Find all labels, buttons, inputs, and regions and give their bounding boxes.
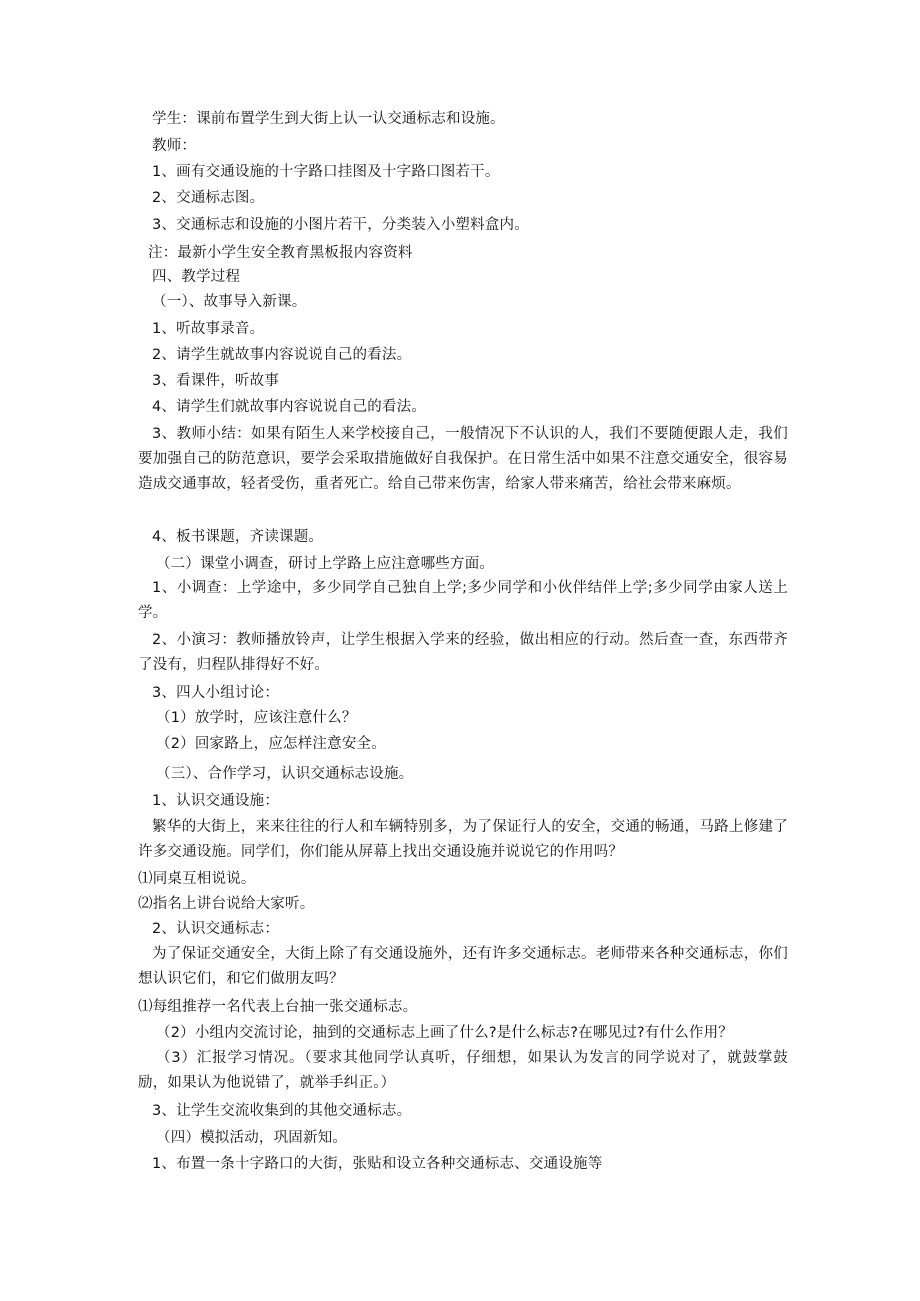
paragraph-busy-street: 繁华的大街上，来来往往的行人和车辆特别多，为了保证行人的安全，交通的畅通，马路上修建了许多交通设施。同学们，你们能从屏幕上找出交通设施并说说它的作用吗？ bbox=[138, 819, 788, 860]
line-item-1: 1、画有交通设施的十字路口挂图及十字路口图若干。 bbox=[152, 164, 500, 180]
line-step-3: 3、看课件，听故事 bbox=[152, 373, 280, 389]
line-board-title: 4、板书课题，齐读课题。 bbox=[152, 529, 324, 545]
subsection-heading-2: （二）课堂小调查，研讨上学路上应注意哪些方面。 bbox=[156, 556, 495, 572]
subsection-heading-4: （四）模拟活动，巩固新知。 bbox=[156, 1130, 348, 1146]
line-group-discussion: 3、四人小组讨论： bbox=[152, 685, 280, 701]
line-present-to-class: ⑵指名上讲台说给大家听。 bbox=[138, 896, 315, 912]
line-step-4: 4、请学生们就故事内容说说自己的看法。 bbox=[152, 399, 427, 415]
paragraph-survey: 1、小调查：上学途中，多少同学自己独自上学;多少同学和小伙伴结伴上学;多少同学由家人送上学。 bbox=[138, 580, 788, 621]
paragraph-teacher-summary: 3、教师小结：如果有陌生人来学校接自己，一般情况下不认识的人，我们不要随便跟人走，我们要加强自己的防范意识，要学会采取措施做好自我保护。在日常生活中如果不注意交通安全，很容易造成交通事故，轻者受伤，重者死亡。给自己带来伤害，给家人带来痛苦，给社会带来麻烦。 bbox=[138, 426, 788, 492]
line-know-signs: 2、认识交通标志： bbox=[152, 921, 280, 937]
paragraph-report: （3）汇报学习情况。（要求其他同学认真听，仔细想，如果认为发言的同学说对了，就鼓掌鼓励，如果认为他说错了，就举手纠正。） bbox=[138, 1050, 788, 1091]
line-item-2: 2、交通标志图。 bbox=[152, 190, 265, 206]
line-note: 注：最新小学生安全教育黑板报内容资料 bbox=[148, 245, 413, 261]
line-deskmate-discuss: ⑴同桌互相说说。 bbox=[138, 871, 256, 887]
paragraph-drill: 2、小演习：教师播放铃声，让学生根据入学来的经验，做出相应的行动。然后查一查，东西带齐了没有，归程队排得好不好。 bbox=[138, 632, 788, 673]
subsection-heading-1: （一）、故事导入新课。 bbox=[152, 294, 307, 310]
line-teacher-label: 教师： bbox=[152, 138, 197, 154]
section-heading-teaching-process: 四、教学过程 bbox=[152, 269, 241, 285]
line-exchange-signs: 3、让学生交流收集到的其他交通标志。 bbox=[152, 1103, 412, 1119]
line-setup-crossroad: 1、布置一条十字路口的大街，张贴和设立各种交通标志、交通设施等 bbox=[152, 1156, 603, 1172]
paragraph-safety-signs: 为了保证交通安全，大街上除了有交通设施外，还有许多交通标志。老师带来各种交通标志，你们想认识它们，和它们做朋友吗？ bbox=[138, 946, 788, 987]
line-know-facilities: 1、认识交通设施： bbox=[152, 793, 280, 809]
subsection-heading-3: （三）、合作学习，认识交通标志设施。 bbox=[156, 766, 414, 782]
line-question-1: （1）放学时，应该注意什么？ bbox=[156, 710, 357, 726]
line-step-2: 2、请学生就故事内容说说自己的看法。 bbox=[152, 347, 412, 363]
line-step-1: 1、听故事录音。 bbox=[152, 321, 265, 337]
line-group-exchange: （2）小组内交流讨论，抽到的交通标志上画了什么?是什么标志?在哪见过?有什么作用？ bbox=[156, 1025, 734, 1041]
line-group-rep: ⑴每组推荐一名代表上台抽一张交通标志。 bbox=[138, 999, 418, 1015]
line-item-3: 3、交通标志和设施的小图片若干，分类装入小塑料盒内。 bbox=[152, 217, 529, 233]
line-student-prep: 学生：课前布置学生到大街上认一认交通标志和设施。 bbox=[152, 111, 505, 127]
line-question-2: （2）回家路上，应怎样注意安全。 bbox=[156, 736, 386, 752]
